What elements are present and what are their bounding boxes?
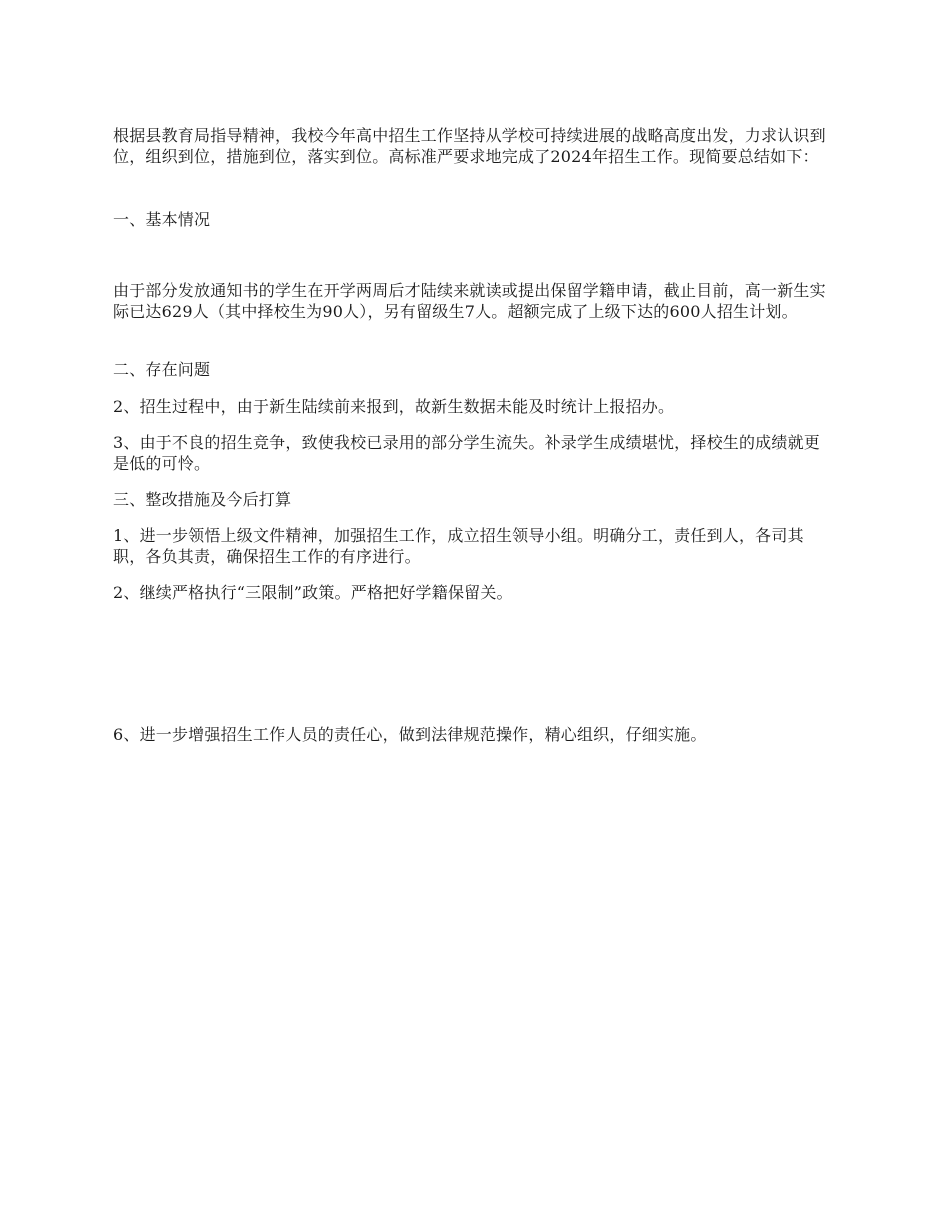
problem-item-3: 3、由于不良的招生竞争，致使我校已录用的部分学生流失。补录学生成绩堪忧，择校生的成绩就更是低的可怜。 [113,433,820,473]
intro-paragraph: 根据县教育局指导精神，我校今年高中招生工作坚持从学校可持续进展的战略高度出发，力求认识到位，组织到位，措施到位，落实到位。高标准严要求地完成了2024年招生工作。现简要总结如下： [113,126,826,166]
measure-item-6: 6、进一步增强招生工作人员的责任心，做到法律规范操作，精心组织，仔细实施。 [113,725,707,744]
measure-item-2: 2、继续严格执行“三限制”政策。严格把好学籍保留关。 [113,583,513,602]
section-heading-measures: 三、整改措施及今后打算 [113,490,292,509]
problem-item-2: 2、招生过程中，由于新生陆续前来报到，故新生数据未能及时统计上报招办。 [113,397,675,416]
basic-situation-paragraph: 由于部分发放通知书的学生在开学两周后才陆续来就读或提出保留学籍申请，截止目前，高一新生实际已达629人（其中择校生为90人），另有留级生7人。超额完成了上级下达的600人招生计划。 [113,281,826,321]
section-heading-existing-problems: 二、存在问题 [113,360,211,379]
section-heading-basic-situation: 一、基本情况 [113,210,211,229]
measure-item-1: 1、进一步领悟上级文件精神，加强招生工作，成立招生领导小组。明确分工，责任到人，各司其职，各负其责，确保招生工作的有序进行。 [113,526,804,566]
